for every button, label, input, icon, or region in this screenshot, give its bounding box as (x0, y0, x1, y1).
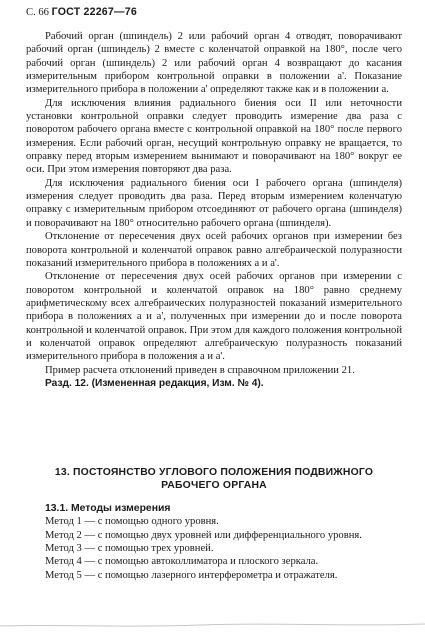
method-2: Метод 2 — с помощью двух уровней или дифференциального уровня. (45, 529, 362, 541)
section-13 (26, 466, 402, 582)
page-number: С. 66 (26, 7, 49, 18)
page-header (26, 6, 137, 18)
standard-code: ГОСТ 22267—76 (51, 6, 137, 18)
method-1: Метод 1 — с помощью одного уровня. (45, 516, 219, 528)
paragraph-6: Пример расчета отклонений приведен в справочном приложении 21. (45, 364, 355, 376)
paragraph-2: Для исключения влияния радиального биения оси II или неточности установки контрольной оправки следует проводить измерение два раза с поворотом рабочего органа вместе с контрольной оправкой на 180° после первого измерения. Если рабочий орган, несущий контрольную оправку не вращается, то оправку перед вторым измерением вынимают и поворачивают на 180° вокруг ее оси. При этом измерения повторяют два раза. (26, 97, 402, 176)
amendment-note (26, 377, 402, 390)
paragraph-4: Отклонение от пересечения двух осей рабочих органов при измерении без поворота контрольной и коленчатой оправок равно алгебраической полуразности показаний измерительного прибора в положениях а и а'. (26, 231, 402, 269)
subsection-title: 13.1. Методы измерения (45, 503, 171, 514)
scan-artifact (0, 618, 425, 633)
method-3: Метод 3 — с помощью трех уровней. (45, 543, 214, 555)
section-title-line-2: РАБОЧЕГО ОРГАНА (161, 480, 267, 491)
section-title-line-1: 13. ПОСТОЯНСТВО УГЛОВОГО ПОЛОЖЕНИЯ ПОДВИЖНОГО (54, 467, 374, 478)
method-4: Метод 4 — с помощью автоколлиматора и плоского зеркала. (45, 556, 319, 568)
method-5: Метод 5 — с помощью лазерного интерферометра и отражателя. (45, 569, 338, 581)
amendment-text: Разд. 12. (Измененная редакция, Изм. № 4). (45, 377, 264, 389)
body-text (26, 30, 402, 390)
methods-list (26, 515, 402, 582)
section-title (26, 466, 402, 492)
paragraph-5: Отклонение от пересечения двух осей рабочих органов при измерении с поворотом контрольной и коленчатой оправок на 180° равно среднему арифметическому всех алгебраических полуразностей показаний измерительного прибора в положениях а и а', полученных при измерении до и после поворота контрольной и коленчатой оправок. При этом для каждого положения контрольной и коленчатой оправок определяют алгебраическую полуразность показаний измерительного прибора в положения а и а'. (26, 271, 402, 363)
paragraph-1: Рабочий орган (шпиндель) 2 или рабочий орган 4 отводят, поворачивают рабочий орган (шпиндель) 2 вместе с коленчатой оправкой на 180°, после чего рабочий орган (шпиндель) 2 или рабочий орган 4 возвращают до касания измерительным прибором контрольной оправки в положении а'. Показание измерительного прибора в положении а' определяют также как и в положении а. (26, 31, 402, 96)
paragraph-3: Для исключения радиального биения оси I рабочего органа (шпинделя) измерения следует проводить два раза. Перед вторым измерением коленчатую оправку с измерительным прибором отсоединяют от рабочего органа (шпинделя) и поворачивают на 180° относительно рабочего органа (шпинделя). (26, 177, 402, 229)
